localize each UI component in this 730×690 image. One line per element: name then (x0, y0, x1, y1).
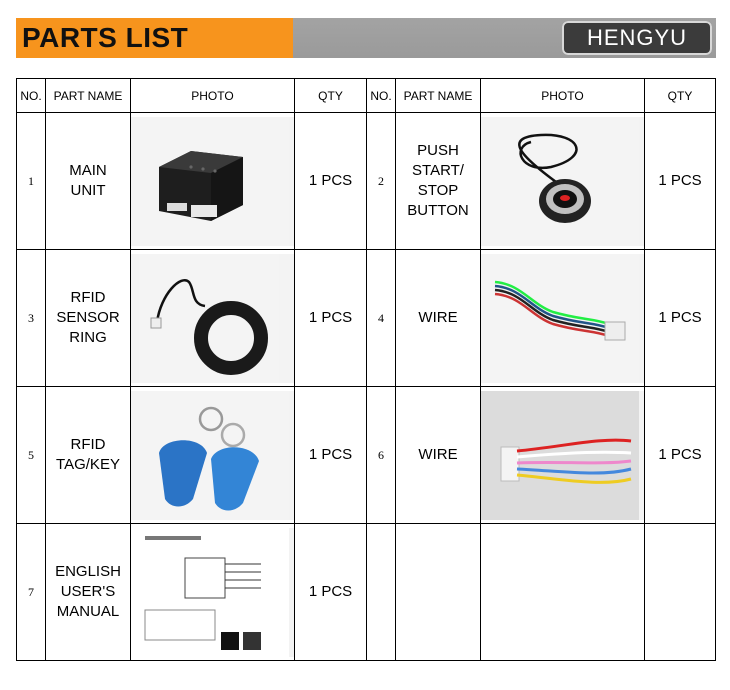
part-photo (131, 113, 295, 250)
part-name-line: MANUAL (56, 603, 120, 620)
col-no: NO. (17, 79, 46, 113)
col-photo: PHOTO (131, 79, 295, 113)
manual-photo (131, 528, 294, 657)
table-row (17, 250, 716, 387)
table-row (17, 524, 716, 661)
part-photo (131, 524, 295, 661)
part-name-line: STOP (417, 182, 459, 199)
push-button-photo (481, 117, 644, 246)
part-name-line: START/ (412, 162, 464, 179)
part-quantity: 1 PCS (295, 387, 367, 524)
table-row (17, 113, 716, 250)
part-name-line: RFID (70, 289, 106, 306)
part-name-line: TAG/KEY (56, 456, 120, 473)
part-quantity: 1 PCS (645, 387, 716, 524)
part-photo (481, 250, 645, 387)
col-part-name: PART NAME (396, 79, 481, 113)
part-number: 7 (17, 524, 46, 661)
wire-harness-photo (481, 391, 644, 520)
rfid-ring-photo (131, 254, 294, 383)
part-photo (131, 250, 295, 387)
part-name (396, 387, 481, 524)
part-name-line: BUTTON (407, 202, 469, 219)
part-photo (481, 387, 645, 524)
brand-logo (562, 21, 712, 55)
part-photo (481, 524, 645, 661)
parts-table (16, 78, 716, 661)
part-name-line: WIRE (418, 446, 458, 463)
part-quantity: 1 PCS (295, 250, 367, 387)
part-name-line: WIRE (418, 309, 458, 326)
part-photo (481, 113, 645, 250)
part-name (46, 387, 131, 524)
part-number: 6 (367, 387, 396, 524)
table-row (17, 387, 716, 524)
part-quantity (645, 524, 716, 661)
header-bar (293, 18, 716, 58)
rfid-tag-photo (131, 391, 294, 520)
part-photo (131, 387, 295, 524)
col-no: NO. (367, 79, 396, 113)
part-name-line: SENSOR (56, 309, 120, 326)
col-qty: QTY (645, 79, 716, 113)
part-name-line: USER'S (60, 583, 116, 600)
part-name-line: ENGLISH (55, 563, 121, 580)
part-number: 5 (17, 387, 46, 524)
table-header-row (17, 79, 716, 113)
part-name-line: MAIN (69, 162, 107, 179)
main-unit-photo (131, 117, 294, 246)
part-quantity: 1 PCS (295, 524, 367, 661)
header-banner (16, 18, 716, 58)
part-name-line: PUSH (417, 142, 459, 159)
part-name (396, 524, 481, 661)
part-quantity: 1 PCS (645, 250, 716, 387)
col-photo: PHOTO (481, 79, 645, 113)
part-name (46, 524, 131, 661)
col-part-name: PART NAME (46, 79, 131, 113)
part-name (396, 113, 481, 250)
title-block (16, 18, 293, 58)
wire-photo (481, 254, 644, 383)
part-number: 3 (17, 250, 46, 387)
brand-name: HENGYU (586, 25, 688, 50)
part-name-line: RFID (70, 436, 106, 453)
part-name-line: RING (69, 329, 107, 346)
part-quantity: 1 PCS (295, 113, 367, 250)
part-quantity: 1 PCS (645, 113, 716, 250)
part-number: 4 (367, 250, 396, 387)
part-name (46, 250, 131, 387)
part-number (367, 524, 396, 661)
part-name-line: UNIT (70, 182, 106, 199)
page-title: PARTS LIST (22, 22, 189, 53)
part-name (46, 113, 131, 250)
part-name (396, 250, 481, 387)
part-number: 1 (17, 113, 46, 250)
col-qty: QTY (295, 79, 367, 113)
part-number: 2 (367, 113, 396, 250)
